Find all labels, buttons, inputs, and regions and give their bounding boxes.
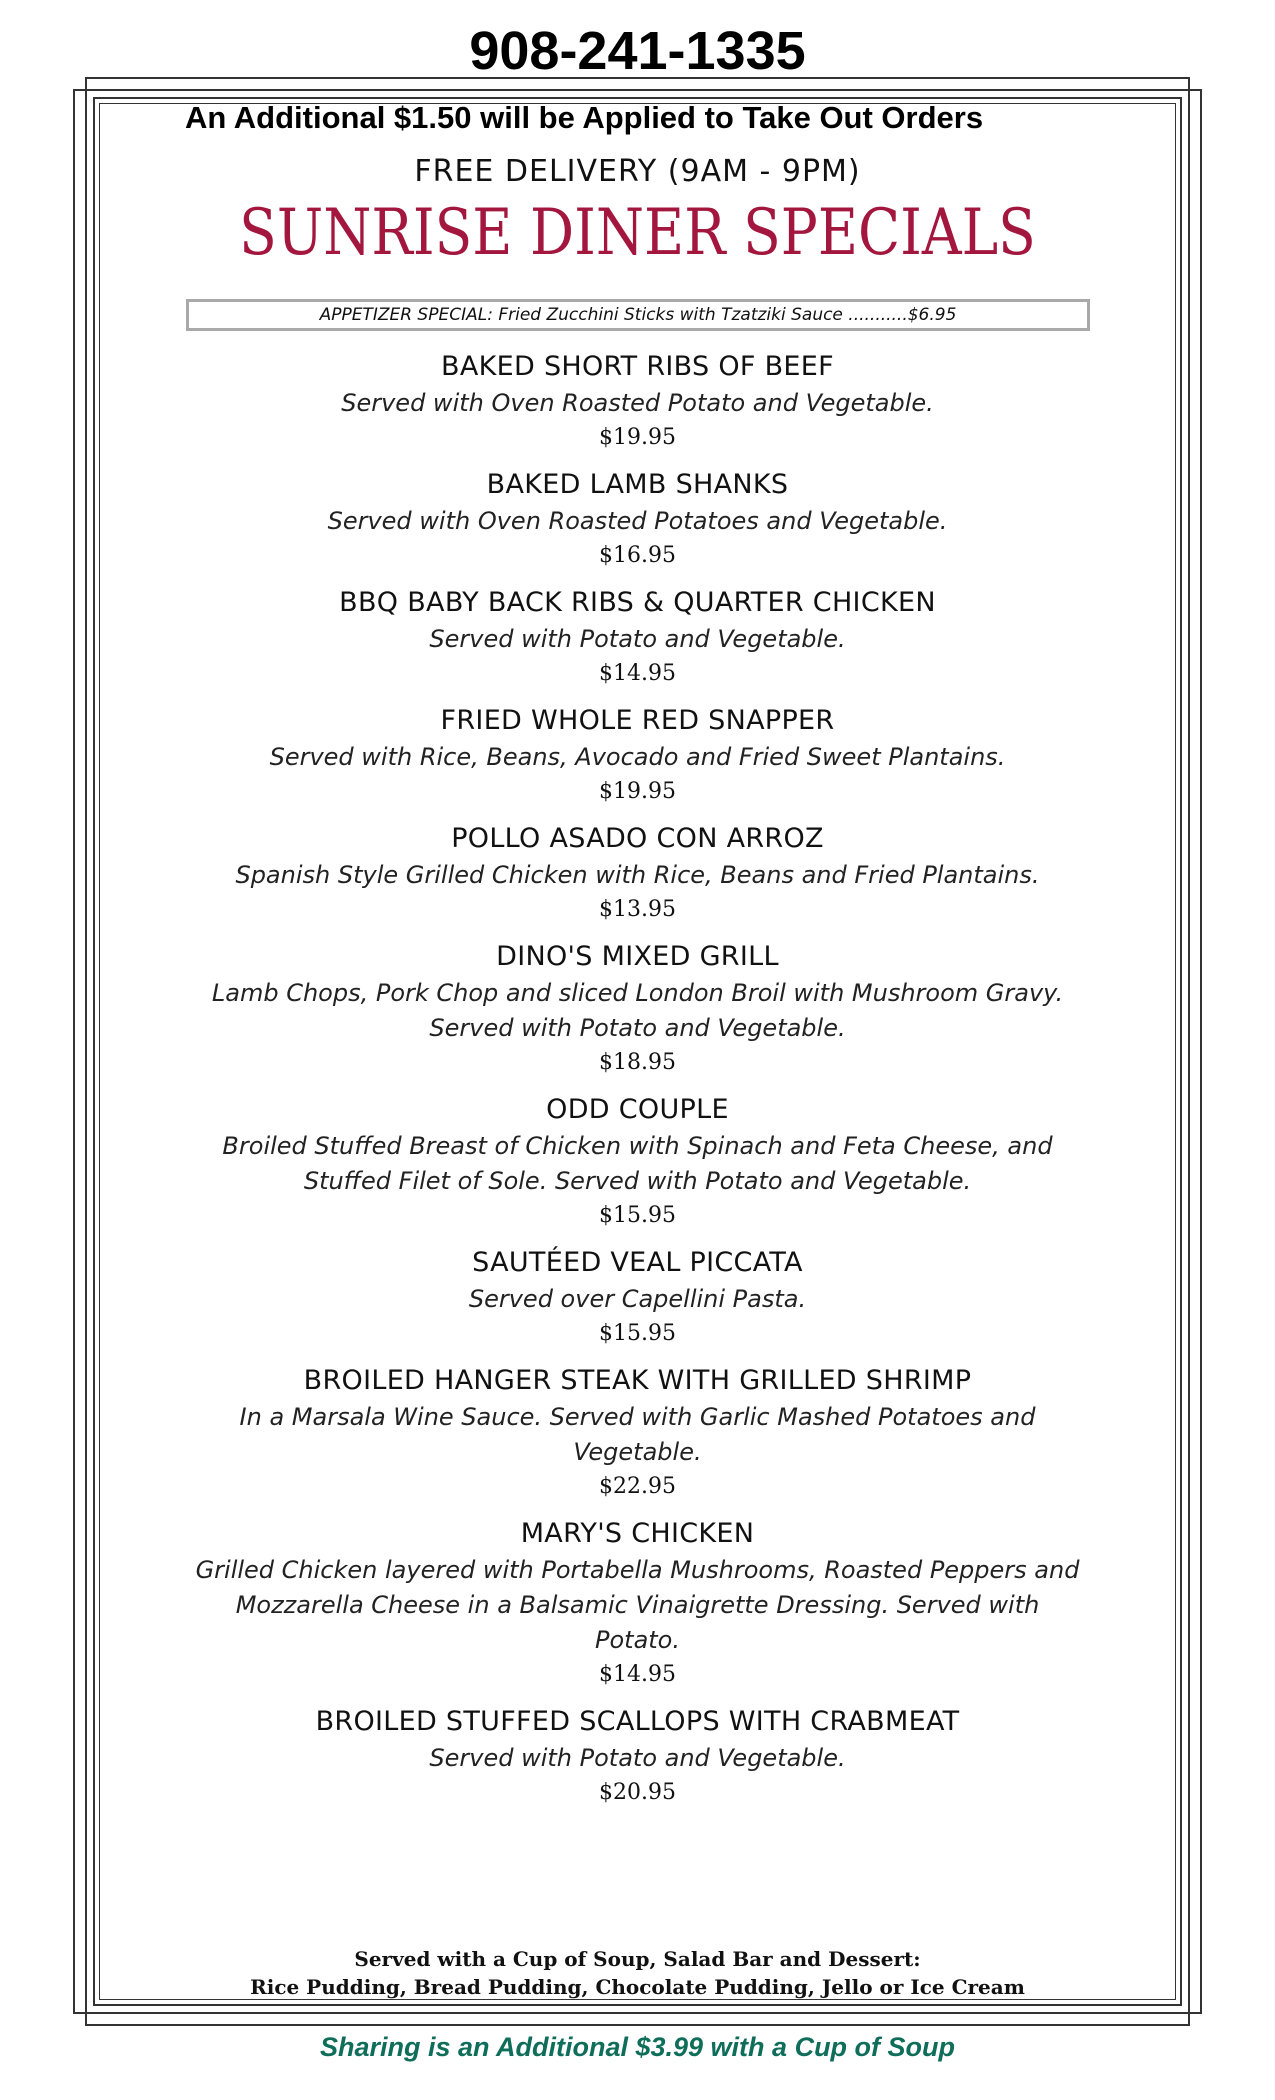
- menu-item-description: Spanish Style Grilled Chicken with Rice, Beans and Fried Plantains.: [235, 861, 1040, 889]
- appetizer-special-text: APPETIZER SPECIAL: Fried Zucchini Sticks with Tzatziki Sauce ...........$6.95: [319, 305, 957, 325]
- menu-item-description: Mozzarella Cheese in a Balsamic Vinaigrette Dressing. Served with: [235, 1591, 1040, 1619]
- menu-item-name: POLLO ASADO CON ARROZ: [451, 823, 824, 854]
- menu-item-description: Served with Oven Roasted Potato and Vegetable.: [341, 389, 934, 417]
- menu-item: [140, 1703, 1135, 1809]
- menu-item: [140, 466, 1135, 572]
- menu-item-description: Served with Rice, Beans, Avocado and Fried Sweet Plantains.: [269, 743, 1006, 771]
- menu-item-name: DINO'S MIXED GRILL: [496, 941, 779, 972]
- menu-item-name: ODD COUPLE: [546, 1094, 729, 1125]
- menu-item-description: Broiled Stuffed Breast of Chicken with Spinach and Feta Cheese, and: [222, 1132, 1053, 1160]
- menu-item: [140, 1515, 1135, 1691]
- sharing-notice: Sharing is an Additional $3.99 with a Cup of Soup: [319, 2032, 956, 2062]
- border-corner: [75, 2014, 85, 2024]
- border-corner: [1190, 2014, 1200, 2024]
- menu-item: [140, 1244, 1135, 1350]
- menu-item-description: Grilled Chicken layered with Portabella Mushrooms, Roasted Peppers and: [195, 1556, 1080, 1584]
- menu-item-price: $19.95: [599, 425, 676, 450]
- menu-item-name: BBQ BABY BACK RIBS & QUARTER CHICKEN: [339, 587, 936, 618]
- menu-item-name: SAUTÉED VEAL PICCATA: [472, 1247, 803, 1278]
- menu-item-price: $19.95: [599, 779, 676, 804]
- menu-item-name: MARY'S CHICKEN: [520, 1518, 755, 1549]
- delivery-notice: FREE DELIVERY (9AM - 9PM): [414, 154, 861, 189]
- menu-item-price: $14.95: [599, 1662, 676, 1687]
- border-corner: [75, 79, 85, 89]
- takeout-notice: An Additional $1.50 will be Applied to Take Out Orders: [185, 100, 984, 135]
- page-title: SUNRISE DINER SPECIALS: [239, 196, 1036, 270]
- menu-item-description: Served with Potato and Vegetable.: [429, 625, 846, 653]
- menu-item-price: $22.95: [599, 1474, 676, 1499]
- menu-item-description: Stuffed Filet of Sole. Served with Potato and Vegetable.: [303, 1167, 972, 1195]
- menu-item-name: BROILED HANGER STEAK WITH GRILLED SHRIMP: [303, 1365, 972, 1396]
- menu-item-price: $20.95: [599, 1780, 676, 1805]
- menu-item-price: $15.95: [599, 1321, 676, 1346]
- menu-item-description: Vegetable.: [573, 1438, 702, 1466]
- menu-item-description: Served over Capellini Pasta.: [468, 1285, 807, 1313]
- menu-item-description: Served with Potato and Vegetable.: [429, 1014, 846, 1042]
- border-corner: [1190, 79, 1200, 89]
- menu-item-price: $18.95: [599, 1050, 676, 1075]
- menu-item: [140, 820, 1135, 926]
- specials-list: [140, 348, 1135, 1821]
- menu-item: [140, 938, 1135, 1079]
- menu-item: [140, 348, 1135, 454]
- phone-number: 908-241-1335: [469, 21, 806, 81]
- menu-item-name: BAKED LAMB SHANKS: [486, 469, 789, 500]
- menu-item-price: $15.95: [599, 1203, 676, 1228]
- footer-line-1: Served with a Cup of Soup, Salad Bar and Dessert:: [354, 1947, 921, 1971]
- menu-item-description: Served with Potato and Vegetable.: [429, 1744, 846, 1772]
- menu-item-description: Lamb Chops, Pork Chop and sliced London Broil with Mushroom Gravy.: [211, 979, 1064, 1007]
- menu-item-name: BROILED STUFFED SCALLOPS WITH CRABMEAT: [315, 1706, 960, 1737]
- menu-item-price: $14.95: [599, 661, 676, 686]
- menu-item: [140, 702, 1135, 808]
- menu-item-description: Potato.: [595, 1626, 680, 1654]
- menu-item-description: In a Marsala Wine Sauce. Served with Garlic Mashed Potatoes and: [239, 1403, 1036, 1431]
- menu-item: [140, 1362, 1135, 1503]
- menu-item-name: BAKED SHORT RIBS OF BEEF: [441, 351, 834, 382]
- footer-line-2: Rice Pudding, Bread Pudding, Chocolate Pudding, Jello or Ice Cream: [250, 1975, 1025, 1999]
- menu-item: [140, 1091, 1135, 1232]
- menu-item-description: Served with Oven Roasted Potatoes and Vegetable.: [327, 507, 948, 535]
- footer-note: [0, 1945, 1275, 2001]
- menu-item-price: $16.95: [599, 543, 676, 568]
- menu-item: [140, 584, 1135, 690]
- appetizer-special-box: [186, 299, 1090, 331]
- menu-item-name: FRIED WHOLE RED SNAPPER: [440, 705, 835, 736]
- menu-item-price: $13.95: [599, 897, 676, 922]
